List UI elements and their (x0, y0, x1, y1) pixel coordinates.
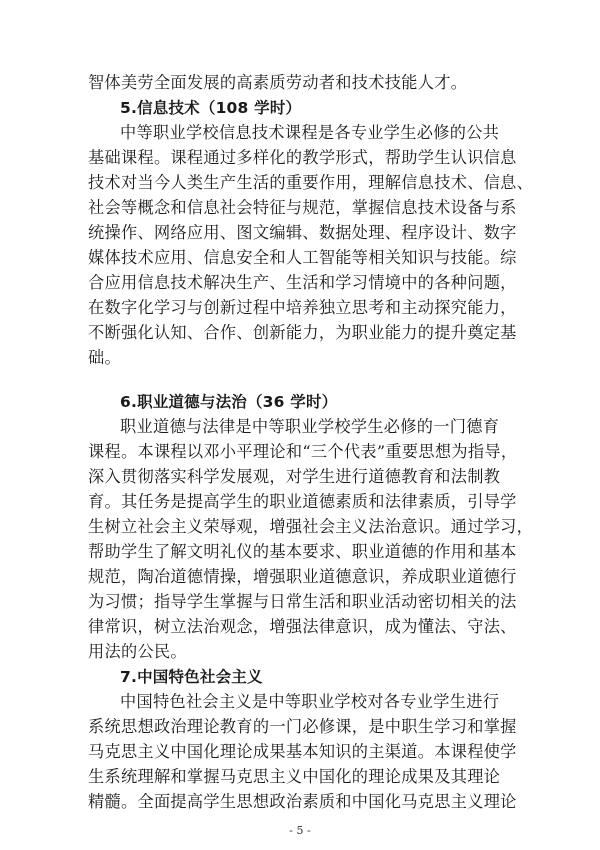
page-number: - 5 - (289, 824, 311, 837)
text-line: 生系统理解和掌握马克思主义中国化的理论成果及其理论 (88, 767, 501, 786)
text-line: 精髓。全面提高学生思想政治素质和中国化马克思主义理论 (88, 792, 517, 811)
text-line: 统操作、网络应用、图文编辑、数据处理、程序设计、数字 (88, 223, 517, 242)
text-line: 础。 (88, 348, 121, 367)
text-line: 中国特色社会主义是中等职业学校对各专业学生进行 (120, 692, 500, 711)
text-line: 帮助学生了解文明礼仪的基本要求、职业道德的作用和基本 (88, 542, 517, 561)
section-heading-ethics-law: 6.职业道德与法治（36 学时） (120, 393, 338, 411)
text-line: 社会等概念和信息社会特征与规范，掌握信息技术设备与系 (88, 198, 517, 217)
text-line: 智体美劳全面发展的高素质劳动者和技术技能人才。 (88, 73, 468, 92)
text-line: 生树立社会主义荣辱观，增强社会主义法治意识。通过学习， (88, 517, 534, 536)
text-line: 为习惯；指导学生掌握与日常生活和职业活动密切相关的法 (88, 592, 517, 611)
text-line: 中等职业学校信息技术课程是各专业学生必修的公共 (120, 123, 500, 142)
text-line: 合应用信息技术解决生产、生活和学习情境中的各种问题， (88, 273, 517, 292)
text-line: 律常识，树立法治观念，增强法律意识，成为懂法、守法、 (88, 617, 517, 636)
text-line: 课程。本课程以邓小平理论和“三个代表”重要思想为指导， (88, 442, 518, 461)
section-heading-info-tech: 5.信息技术（108 学时） (120, 99, 302, 117)
text-line: 不断强化认知、合作、创新能力，为职业能力的提升奠定基 (88, 323, 517, 342)
text-line: 基础课程。课程通过多样化的教学形式，帮助学生认识信息 (88, 148, 517, 167)
text-line: 马克思主义中国化理论成果基本知识的主渠道。本课程使学 (88, 742, 517, 761)
text-line: 技术对当今人类生产生活的重要作用，理解信息技术、信息、 (88, 173, 534, 192)
text-line: 系统思想政治理论教育的一门必修课，是中职生学习和掌握 (88, 717, 517, 736)
text-line: 用法的公民。 (88, 642, 187, 661)
section-heading-socialism: 7.中国特色社会主义 (120, 668, 263, 686)
text-line: 媒体技术应用、信息安全和人工智能等相关知识与技能。综 (88, 248, 517, 267)
text-line: 规范，陶冶道德情操，增强职业道德意识，养成职业道德行 (88, 567, 517, 586)
text-line: 在数字化学习与创新过程中培养独立思考和主动探究能力， (88, 298, 517, 317)
text-line: 深入贯彻落实科学发展观，对学生进行道德教育和法制教 (88, 467, 501, 486)
text-line: 职业道德与法律是中等职业学校学生必修的一门德育 (120, 417, 500, 436)
text-line: 育。其任务是提高学生的职业道德素质和法律素质，引导学 (88, 492, 517, 511)
